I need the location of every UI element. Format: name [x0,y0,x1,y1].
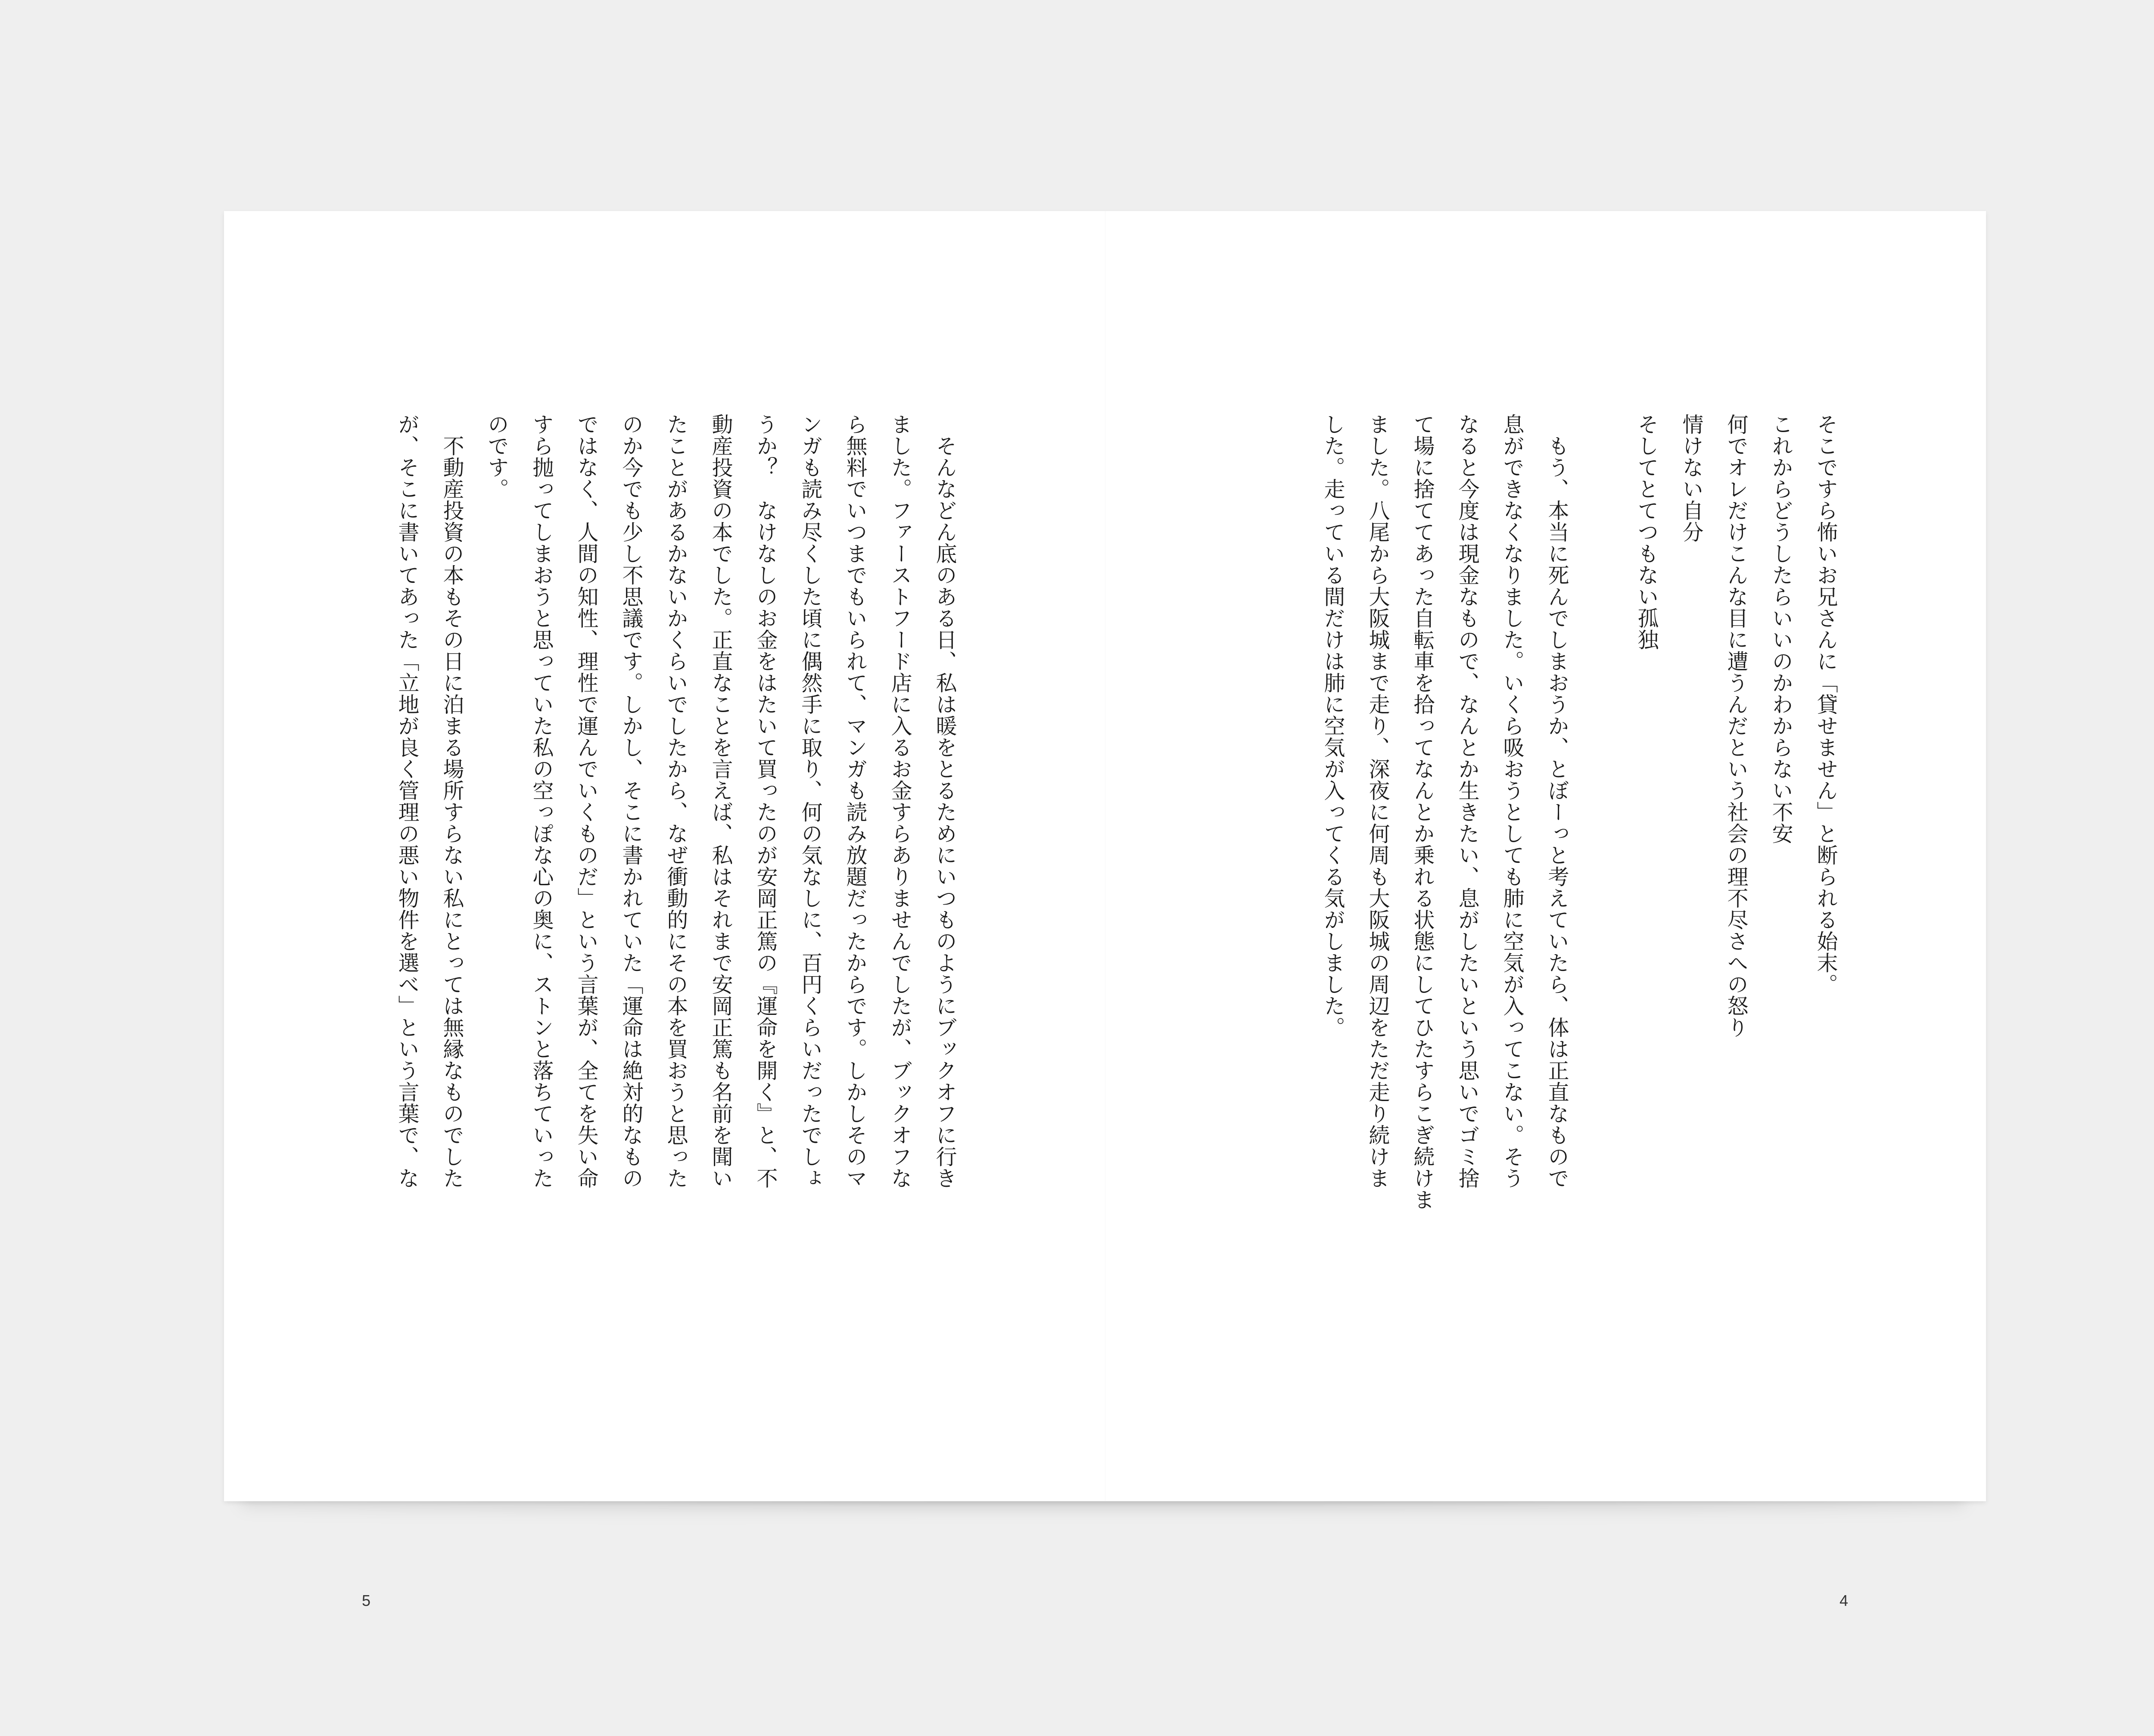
text-line: 情けない自分 [1679,414,1704,543]
right-page [1105,211,1986,1609]
text-line: 息ができなくなりました。いくら吸おうとしても肺に空気が入ってこない。そう [1500,414,1525,1189]
page-number: 4 [1839,1592,1848,1609]
text-line: のです。 [485,414,509,500]
text-line: した。走っている間だけは肺に空気が入ってくる気がしました。 [1321,414,1345,1038]
book-spread [224,211,1986,1609]
text-line: なると今度は現金なもので、なんとか生きたい、息がしたいという思いでゴミ捨 [1455,414,1480,1189]
text-line: 動産投資の本でした。正直なことを言えば、私はそれまで安岡正篤も名前を聞い [709,414,733,1189]
left-page [224,211,1105,1609]
text-line: 何でオレだけこんな目に遭うんだという社会の理不尽さへの怒り [1724,414,1749,1038]
left-page-text [385,414,967,1499]
text-line: ンガも読み尽くした頃に偶然手に取り、何の気なしに、百円くらいだったでしょ [798,414,823,1189]
text-line: が、そこに書いてあった「立地が良く管理の悪い物件を選べ」という言葉で、な [395,414,420,1189]
text-line: ました。八尾から大阪城まで走り、深夜に何周も大阪城の周辺をただ走り続けま [1366,414,1390,1189]
text-line: ました。ファーストフード店に入るお金すらありませんでしたが、ブックオフな [888,414,912,1189]
text-line: たことがあるかないかくらいでしたから、なぜ衝動的にその本を買おうと思った [664,414,688,1189]
page-number: 5 [362,1592,371,1609]
text-line: ら無料でいつまでもいられて、マンガも読み放題だったからです。しかしそのマ [843,414,868,1189]
text-line: そんなどん底のある日、私は暖をとるためにいつものようにブックオフに行き [933,414,957,1189]
text-line: そしてとてつもない孤独 [1634,414,1659,650]
text-line: て場に捨ててあった自転車を拾ってなんとか乗れる状態にしてひたすらこぎ続けま [1410,414,1435,1210]
text-line: うか？ なけなしのお金をはたいて買ったのが安岡正篤の『運命を開く』と、不 [753,414,778,1189]
right-page-text [1310,414,1848,1223]
text-line: 不動産投資の本もその日に泊まる場所すらない私にとっては無縁なものでした [440,414,464,1189]
text-line: ではなく、人間の知性、理性で運んでいくものだ」という言葉が、全てを失い命 [574,414,599,1189]
text-line: これからどうしたらいいのかわからない不安 [1769,414,1793,844]
text-line: もう、本当に死んでしまおうか、とぼーっと考えていたら、体は正直なもので [1545,414,1569,1189]
text-line: すら抛ってしまおうと思っていた私の空っぽな心の奥に、ストンと落ちていった [529,414,554,1189]
text-line: のか今でも少し不思議です。しかし、そこに書かれていた「運命は絶対的なもの [619,414,644,1189]
text-line: そこですら怖いお兄さんに「貸せません」と断られる始末。 [1814,414,1838,995]
